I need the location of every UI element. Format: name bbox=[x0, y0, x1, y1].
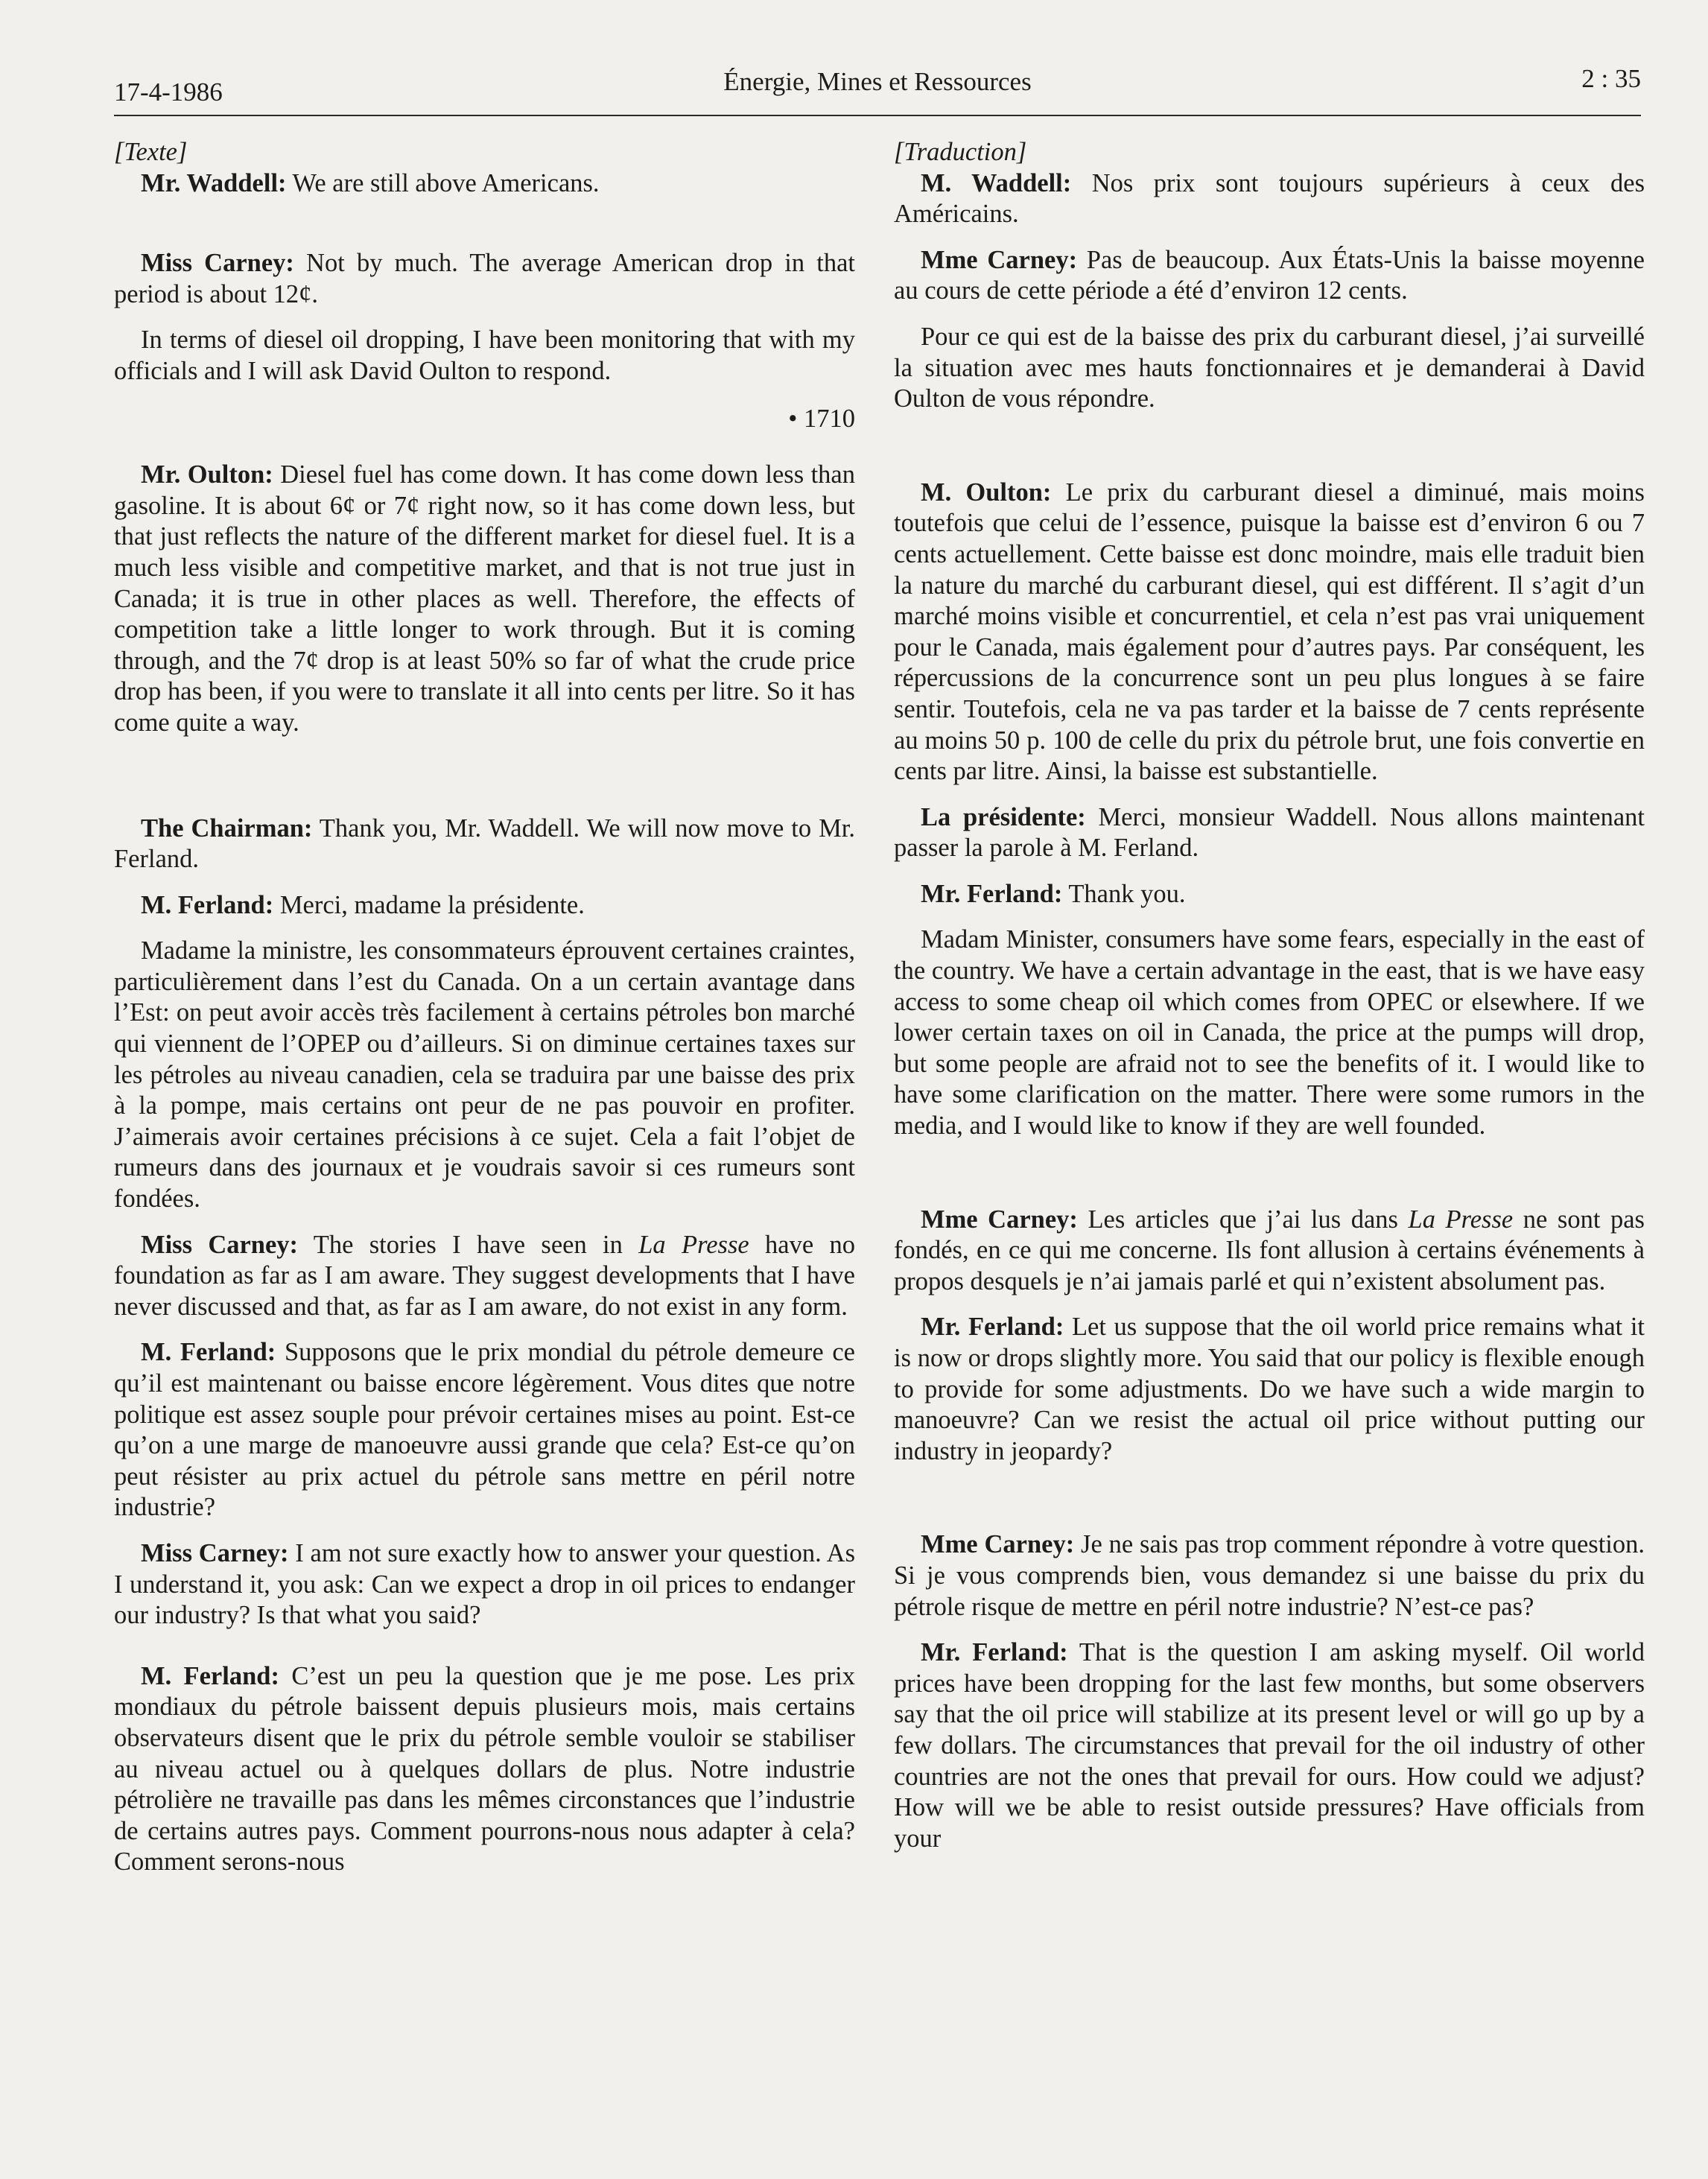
speech: Madam Minister, consumers have some fears, especially in the east of the country. We have a certain advantage in the east, that is we have easy access to some cheap oil which comes from OPEC or elsewhere. If we lower certain taxes on oil in Canada, the price at the pumps will drop, but some people are afraid not to see the benefits of it. I would like to have some clarification on the matter. There were some rumors in the media, and I would like to know if they are well founded. bbox=[894, 925, 1645, 1141]
column-label: [Traduction] bbox=[894, 138, 1027, 166]
speech: The stories I have seen in La Presse have no foundation as far as I am aware. They suggest developments that I have never discussed and that, as far as I am aware, do not exist in any form. bbox=[114, 1230, 855, 1321]
speech: Merci, monsieur Waddell. Nous allons maintenant passer la parole à M. Ferland. bbox=[894, 802, 1645, 863]
paragraph bbox=[894, 322, 1645, 415]
speaker: M. Ferland: bbox=[141, 1661, 279, 1690]
speech: Supposons que le prix mondial du pétrole demeure ce qu’il est maintenant ou baisse encore légèrement. Vous dites que notre politique est assez souple pour prévoir certaines mises au point. Est-ce qu’on a une marge de manoeuvre aussi grande que cela? Est-ce qu’on peut résister au prix actuel du pétrole sans mettre en péril notre industrie? bbox=[114, 1338, 855, 1522]
paragraph bbox=[894, 802, 1645, 864]
left-column bbox=[114, 137, 855, 1893]
timestamp: • 1710 bbox=[788, 404, 855, 433]
speaker: Mr. Ferland: bbox=[921, 1313, 1064, 1342]
speech: C’est un peu la question que je me pose. Les prix mondiaux du pétrole baissent depuis plusieurs mois, mais certains observateurs disent que le prix du pétrole semble vouloir se stabiliser au niveau actuel ou à quelques dollars de plus. Notre industrie pétrolière ne travaille pas dans les mêmes circonstances que l’industrie de certains autres pays. Comment pourrons-nous nous adapter à cela? Comment serons-nous bbox=[114, 1661, 855, 1877]
paragraph bbox=[114, 1661, 855, 1878]
speech: I am not sure exactly how to answer your question. As I understand it, you ask: Can we expect a drop in oil prices to endanger our industry? Is that what you said? bbox=[114, 1538, 855, 1630]
paragraph bbox=[114, 325, 855, 387]
paragraph bbox=[894, 1529, 1645, 1623]
paragraph bbox=[894, 168, 1645, 230]
page-header bbox=[114, 61, 1641, 116]
header-title: Énergie, Mines et Ressources bbox=[723, 67, 1032, 96]
paragraph bbox=[114, 813, 855, 875]
speech: Let us suppose that the oil world price remains what it is now or drops slightly more. You said that our policy is flexible enough to provide for some adjustments. Do we have such a wide margin to manoeuvre? Can we resist the actual oil price without putting our industry in jeopardy? bbox=[894, 1313, 1645, 1465]
publication-title: La Presse bbox=[1408, 1205, 1514, 1234]
speech: Pas de beaucoup. Aux États-Unis la baisse moyenne au cours de cette période a été d’environ 12 cents. bbox=[894, 245, 1645, 305]
speech: Diesel fuel has come down. It has come down less than gasoline. It is about 6¢ or 7¢ right now, so it has come down less, but that just reflects the nature of the different market for diesel fuel. It is a much less visible and competitive market, and that is not true just in Canada; it is true in other places as well. Therefore, the effects of competition take a little longer to work through. But it is coming through, and the 7¢ drop is at least 50% so far of what the crude price drop has been, if you were to translate it all into cents per litre. So it has come quite a way. bbox=[114, 460, 855, 737]
paragraph bbox=[894, 1205, 1645, 1298]
speech: Thank you, Mr. Waddell. We will now move to Mr. Ferland. bbox=[114, 813, 855, 874]
paragraph bbox=[114, 248, 855, 310]
speaker: Miss Carney: bbox=[141, 249, 294, 278]
speaker: M. Oulton: bbox=[921, 478, 1052, 507]
paragraph bbox=[114, 460, 855, 738]
speaker: Mme Carney: bbox=[921, 1530, 1075, 1559]
paragraph bbox=[114, 890, 855, 922]
speaker: Mme Carney: bbox=[921, 245, 1078, 274]
speech: Les articles que j’ai lus dans La Presse ne sont pas fondés, en ce qui me concerne. Ils font allusion à certains événements à propos desquels je n’ai jamais parlé et qui n’existent absolument pas. bbox=[894, 1205, 1645, 1295]
right-column bbox=[894, 137, 1645, 1869]
speaker: La présidente: bbox=[921, 802, 1086, 831]
paragraph bbox=[114, 936, 855, 1214]
speech: Je ne sais pas trop comment répondre à votre question. Si je vous comprends bien, vous demandez si une baisse du prix du pétrole risque de mettre en péril notre industrie? N’est-ce pas? bbox=[894, 1530, 1645, 1621]
column-label: [Texte] bbox=[114, 138, 188, 166]
speaker: The Chairman: bbox=[141, 813, 313, 843]
paragraph bbox=[894, 1312, 1645, 1467]
speaker: Mr. Ferland: bbox=[921, 1638, 1068, 1667]
speech: We are still above Americans. bbox=[286, 168, 600, 197]
speaker: Miss Carney: bbox=[141, 1538, 289, 1567]
paragraph bbox=[894, 478, 1645, 787]
speaker: Mr. Ferland: bbox=[921, 879, 1063, 908]
speech: Pour ce qui est de la baisse des prix du carburant diesel, j’ai surveillé la situation avec mes hauts fonctionnaires et je demanderai à David Oulton de vous répondre. bbox=[894, 322, 1645, 413]
speaker: M. Ferland: bbox=[141, 890, 274, 919]
speaker: Mme Carney: bbox=[921, 1205, 1078, 1234]
speech: In terms of diesel oil dropping, I have been monitoring that with my officials and I will ask David Oulton to respond. bbox=[114, 326, 855, 385]
paragraph bbox=[894, 245, 1645, 307]
paragraph bbox=[894, 879, 1645, 910]
paragraph bbox=[114, 1230, 855, 1323]
speaker: M. Waddell: bbox=[921, 168, 1072, 197]
speech: Not by much. The average American drop in that period is about 12¢. bbox=[114, 249, 855, 308]
header-date: 17-4-1986 bbox=[114, 77, 223, 107]
paragraph bbox=[114, 1337, 855, 1523]
publication-title: La Presse bbox=[638, 1230, 749, 1259]
speaker: M. Ferland: bbox=[141, 1338, 276, 1367]
paragraph bbox=[114, 168, 855, 200]
paragraph bbox=[114, 1538, 855, 1631]
speaker: Mr. Waddell: bbox=[141, 168, 287, 197]
speech: Merci, madame la présidente. bbox=[273, 890, 585, 919]
speech: Nos prix sont toujours supérieurs à ceux des Américains. bbox=[894, 168, 1645, 229]
paragraph bbox=[894, 924, 1645, 1141]
speech: Thank you. bbox=[1062, 879, 1186, 908]
speech: Madame la ministre, les consommateurs éprouvent certaines craintes, particulièrement dans l’est du Canada. On a un certain avantage dans l’Est: on peut avoir accès très facilement à certains pétroles bon marché qui viennent de l’OPEP ou d’ailleurs. Si on diminue certaines taxes sur les pétroles au niveau canadien, cela se traduira par une baisse des prix à la pompe, mais certains ont peur de ne pas pouvoir en profiter. J’aimerais avoir certaines précisions à ce sujet. Cela a fait l’objet de rumeurs dans des journaux et je voudrais savoir si ces rumeurs sont fondées. bbox=[114, 936, 855, 1214]
speech: That is the question I am asking myself. Oil world prices have been dropping for the last few months, but some observers say that the oil price will stabilize at its present level or will go up by a few dollars. The circumstances that prevail for the oil industry of other countries are not the ones that prevail for ours. How could we adjust? How will we be able to resist outside pressures? Have officials from your bbox=[894, 1638, 1645, 1853]
speech: Le prix du carburant diesel a diminué, mais moins toutefois que celui de l’essence, puisque la baisse est d’environ 6 ou 7 cents actuellement. Cette baisse est donc moindre, mais elle traduit bien la nature du marché du carburant diesel, qui est différent. Il s’agit d’un marché moins visible et concurrentiel, et cela n’est pas vrai uniquement pour le Canada, mais également pour d’autres pays. Par conséquent, les répercussions de la concurrence sont un peu plus longues à se faire sentir. Toutefois, cela ne va pas tarder et la baisse de 7 cents représente au moins 50 p. 100 de celle du prix du pétrole brut, une fois convertie en cents par litre. Ainsi, la baisse est substantielle. bbox=[894, 478, 1645, 786]
header-page-number: 2 : 35 bbox=[1581, 64, 1641, 93]
paragraph bbox=[894, 1637, 1645, 1854]
speaker: Mr. Oulton: bbox=[141, 460, 273, 489]
speaker: Miss Carney: bbox=[141, 1230, 299, 1259]
